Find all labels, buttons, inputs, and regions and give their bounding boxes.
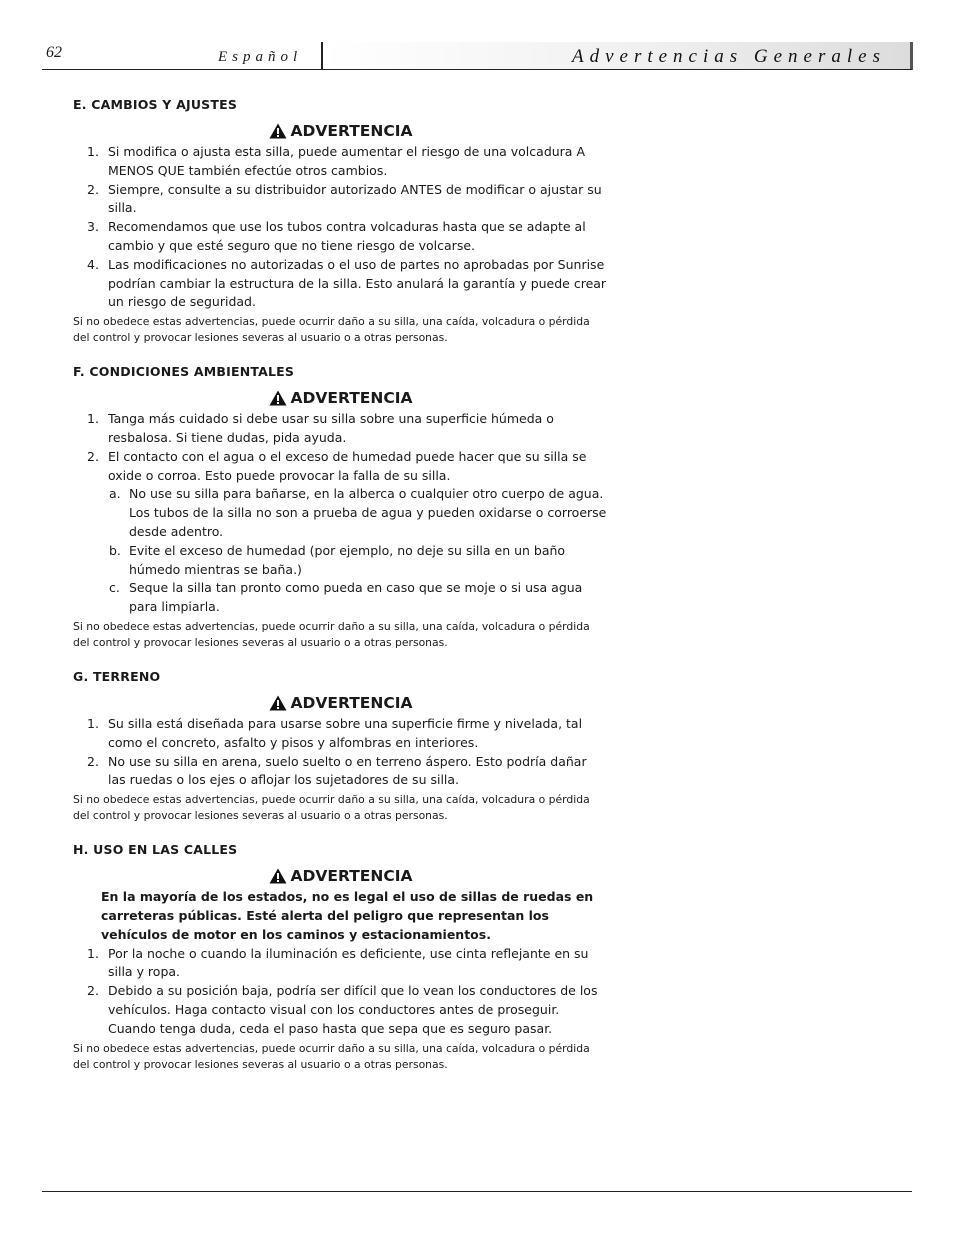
section-cambios-y-ajustes	[73, 96, 608, 346]
section-uso-en-las-calles	[73, 841, 608, 1072]
header-rule	[42, 69, 912, 70]
warning-heading	[73, 693, 608, 713]
list-item: 2. Debido a su posición baja, podría ser difícil que lo vean los conductores de los vehículos. Haga contacto visual con los conductores antes de proseguir. Cuando tenga duda, ceda el paso hasta que sepa que es seguro pasar.	[87, 983, 598, 1036]
section-heading: H. USO EN LAS CALLES	[73, 842, 238, 858]
page-number: 62	[46, 44, 62, 61]
header-band-edge	[910, 42, 913, 70]
list-item: 1. Tanga más cuidado si debe usar su silla sobre una superficie húmeda o resbalosa. Si tiene dudas, pida ayuda.	[87, 411, 554, 445]
header-divider	[321, 42, 323, 70]
warning-note: Si no obedece estas advertencias, puede ocurrir daño a su silla, una caída, volcadura o pérdida del control y provocar lesiones severas al usuario o a otras personas.	[73, 1041, 590, 1071]
list-subitem: a. No use su silla para bañarse, en la alberca o cualquier otro cuerpo de agua. Los tubos de la silla no son a prueba de agua y pueden oxidarse o corroerse desde adentro.	[109, 486, 607, 539]
section-condiciones-ambientales	[73, 363, 608, 651]
warning-list	[73, 715, 608, 790]
warning-heading	[73, 866, 608, 886]
warning-list	[73, 143, 608, 312]
warning-label: ADVERTENCIA	[290, 867, 413, 886]
warning-triangle-icon	[269, 695, 287, 711]
warning-list	[73, 410, 608, 617]
section-heading: F. CONDICIONES AMBIENTALES	[73, 364, 295, 380]
warning-note: Si no obedece estas advertencias, puede ocurrir daño a su silla, una caída, volcadura o pérdida del control y provocar lesiones severas al usuario o a otras personas.	[73, 619, 590, 649]
warning-triangle-icon	[269, 868, 287, 884]
section-heading: E. CAMBIOS Y AJUSTES	[73, 97, 238, 112]
warning-triangle-icon	[269, 390, 287, 406]
warning-note: Si no obedece estas advertencias, puede ocurrir daño a su silla, una caída, volcadura o pérdida del control y provocar lesiones severas al usuario o a otras personas.	[73, 315, 590, 345]
footer-rule	[42, 1191, 912, 1192]
section-heading: G. TERRENO	[73, 668, 161, 684]
warning-heading	[73, 121, 608, 141]
list-subitem: b. Evite el exceso de humedad (por ejemplo, no deje su silla en un baño húmedo mientras se baña.)	[109, 542, 566, 577]
list-item: 1. Si modifica o ajusta esta silla, puede aumentar el riesgo de una volcadura A MENOS QUE también efectúe otros cambios.	[87, 144, 585, 178]
warning-label: ADVERTENCIA	[290, 122, 413, 140]
list-item: 4. Las modificaciones no autorizadas o el uso de partes no aprobadas por Sunrise podrían cambiar la estructura de la silla. Esto anulará la garantía y puede crear un riesgo de seguridad.	[87, 256, 607, 310]
list-item: 3. Recomendamos que use los tubos contra volcaduras hasta que se adapte al cambio y que esté seguro que no tiene riesgo de volcarse.	[87, 219, 586, 253]
warning-note: Si no obedece estas advertencias, puede ocurrir daño a su silla, una caída, volcadura o pérdida del control y provocar lesiones severas al usuario o a otras personas.	[73, 793, 590, 823]
language-label: Español	[218, 49, 303, 65]
list-item: 2. No use su silla en arena, suelo suelto o en terreno áspero. Esto podría dañar las ruedas o los ejes o aflojar los sujetadores de su silla.	[87, 753, 587, 788]
list-item: 2. El contacto con el agua o el exceso de humedad puede hacer que su silla se oxide o corroa. Esto puede provocar la falla de su silla.	[87, 448, 587, 483]
list-item: 2. Siempre, consulte a su distribuidor autorizado ANTES de modificar o ajustar su silla.	[87, 181, 602, 216]
page-content	[73, 96, 608, 1073]
warning-label: ADVERTENCIA	[290, 389, 413, 408]
warning-intro: En la mayoría de los estados, no es legal el uso de sillas de ruedas en carreteras públicas. Esté alerta del peligro que representan los vehículos de motor en los caminos y estacionamientos.	[101, 889, 594, 942]
warning-triangle-icon	[269, 123, 287, 139]
section-terreno	[73, 668, 608, 824]
list-item: 1. Por la noche o cuando la iluminación es deficiente, use cinta reflejante en su silla y ropa.	[87, 945, 589, 980]
list-subitem: c. Seque la silla tan pronto como pueda en caso que se moje o si usa agua para limpiarla.	[109, 580, 583, 615]
warning-heading	[73, 388, 608, 408]
chapter-title: Advertencias Generales	[571, 46, 886, 67]
warning-label: ADVERTENCIA	[290, 693, 413, 712]
list-item: 1. Su silla está diseñada para usarse sobre una superficie firme y nivelada, tal como el concreto, asfalto y pisos y alfombras en interiores.	[87, 715, 583, 750]
warning-list	[73, 945, 608, 1039]
